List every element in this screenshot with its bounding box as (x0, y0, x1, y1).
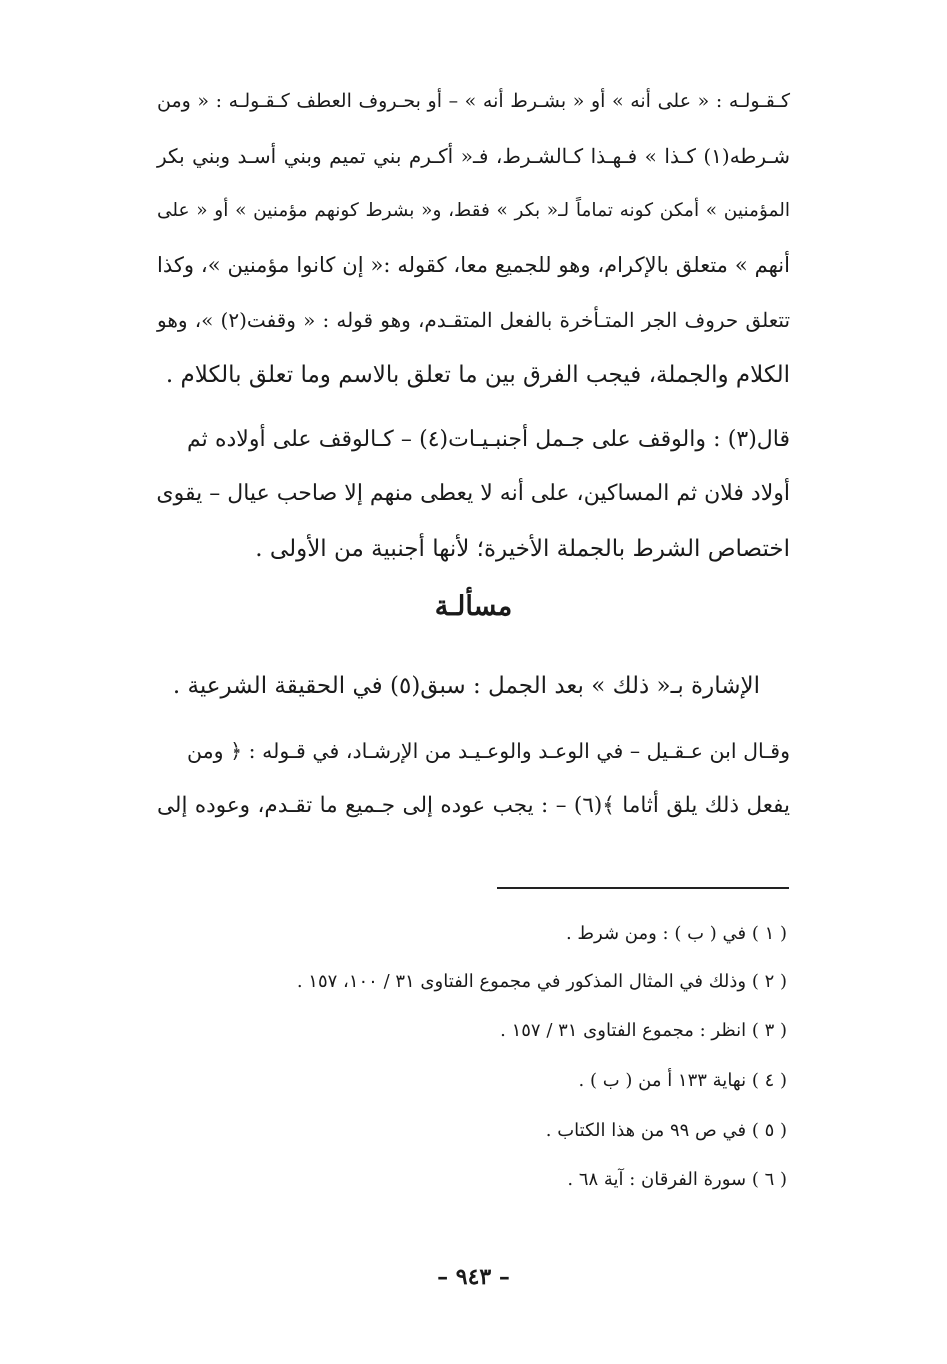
body-line: كـقـولـه : « على أنه » أو « بشـرط أنه » – أو بحـروف العطف كـقـولـه : « ومن (157, 90, 790, 112)
body-line: اختصاص الشرط بالجملة الأخيرة؛ لأنها أجنبية من الأولى . (255, 536, 790, 562)
page-number: – ٩٤٣ – (437, 1264, 510, 1290)
body-line: أولاد فلان ثم المساكين، على أنه لا يعطى منهم إلا صاحب عيال – يقوى (156, 481, 790, 506)
section-heading: مسألـة (434, 591, 513, 622)
body-line: تتعلق حروف الجر المتـأخرة بالفعل المتقـدم، وهو قوله : « وقفت(٢) »، وهو (157, 308, 791, 332)
body-line: يفعل ذلك يلق أثاما ﴾(٦) – : يجب عوده إلى جـميع ما تقـدم، وعوده إلى (157, 793, 790, 818)
body-line: الإشارة بـ« ذلك » بعد الجمل : سبق(٥) في الحقيقة الشرعية . (172, 673, 760, 699)
footnote: ( ٤ ) نهاية ١٣٣ أ من ( ب ) . (578, 1070, 787, 1091)
footnote: ( ٥ ) في ص ٩٩ من هذا الكتاب . (545, 1120, 787, 1141)
footnote: ( ١ ) في ( ب ) : ومن شرط . (565, 923, 787, 944)
footnote: ( ٢ ) وذلك في المثال المذكور في مجموع الفتاوى ٣١ / ١٠٠، ١٥٧ . (296, 971, 787, 992)
body-line: أنهم » متعلق بالإكرام، وهو للجميع معا، كقوله :« إن كانوا مؤمنين »، وكذا (157, 253, 790, 277)
footnote: ( ٦ ) سورة الفرقان : آية ٦٨ . (567, 1169, 787, 1190)
body-line: المؤمنين » أمكن كونه تماماً لـ« بكر » فقط، و« بشرط كونهم مؤمنين » أو « على (157, 200, 790, 221)
footnote: ( ٣ ) انظر : مجموع الفتاوى ٣١ / ١٥٧ . (500, 1020, 787, 1041)
body-line: الكلام والجملة، فيجب الفرق بين ما تعلق بالاسم وما تعلق بالكلام . (165, 362, 790, 388)
body-line: وقـال ابن عـقـيل – في الوعـد والوعـيـد من الإرشـاد، في قـوله : ﴿ ومن (187, 739, 790, 763)
footnote-separator (497, 887, 789, 889)
body-line: شـرطه(١) كـذا » فـهـذا كـالشـرط، فـ« أكـرم بني تميم وبني أسـد وبني بكر (157, 144, 790, 168)
body-line: قال(٣) : والوقف على جـمل أجنبـيـات(٤) – كـالوقف على أولاده ثم (187, 427, 790, 452)
